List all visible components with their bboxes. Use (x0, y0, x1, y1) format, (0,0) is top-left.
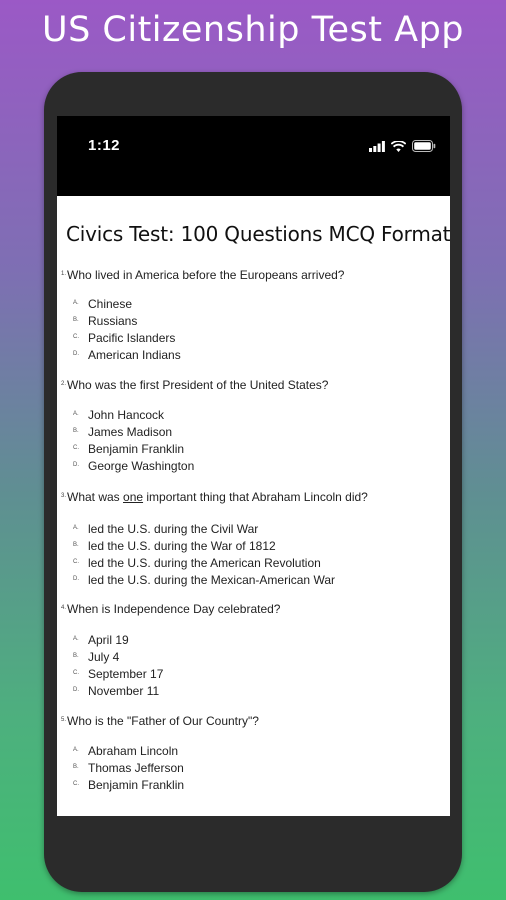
option-letter: C. (73, 781, 79, 787)
signal-icon (369, 141, 385, 152)
option-text: Benjamin Franklin (88, 778, 185, 792)
option-text: American Indians (88, 348, 181, 362)
option-text: November 11 (88, 684, 160, 698)
wifi-icon (391, 141, 406, 152)
status-bar (57, 116, 450, 196)
question-number: 3. (61, 493, 67, 499)
option-text: Abraham Lincoln (88, 744, 179, 758)
option-text: July 4 (88, 650, 120, 664)
question-text: Who was the first President of the United States? (67, 378, 329, 392)
question-number: 5. (61, 717, 67, 723)
option-letter: A. (73, 411, 79, 417)
app-banner-title: US Citizenship Test App (41, 10, 465, 50)
option-letter: D. (73, 576, 79, 582)
question-text: Who is the "Father of Our Country"? (67, 714, 259, 728)
phone-screen (57, 116, 450, 816)
option-letter: C. (73, 670, 79, 676)
status-time: 1:12 (88, 137, 121, 154)
option-text: April 19 (88, 633, 129, 647)
option-letter: A. (73, 747, 79, 753)
option-text: led the U.S. during the Civil War (88, 522, 259, 536)
question-emphasis: one (123, 490, 144, 504)
option-text: led the U.S. during the War of 1812 (88, 539, 276, 553)
question-number: 4. (61, 605, 67, 611)
question-number: 2. (61, 381, 67, 387)
option-text: George Washington (88, 459, 195, 473)
option-letter: B. (73, 317, 79, 323)
option-letter: B. (73, 542, 79, 548)
option-text: Pacific Islanders (88, 331, 176, 345)
option-text: James Madison (88, 425, 173, 439)
option-text: John Hancock (88, 408, 165, 422)
option-letter: B. (73, 428, 79, 434)
option-letter: C. (73, 334, 79, 340)
battery-icon (412, 140, 436, 152)
option-letter: B. (73, 653, 79, 659)
question-text (67, 490, 368, 504)
option-text: Benjamin Franklin (88, 442, 185, 456)
option-letter: D. (73, 687, 79, 693)
option-letter: A. (73, 300, 79, 306)
question-number: 1. (61, 271, 67, 277)
option-text: Thomas Jefferson (88, 761, 184, 775)
option-letter: A. (73, 636, 79, 642)
question-text-part: What was (67, 490, 124, 504)
option-letter: A. (73, 525, 79, 531)
option-letter: D. (73, 351, 79, 357)
option-letter: D. (73, 462, 79, 468)
option-text: September 17 (88, 667, 164, 681)
option-text: led the U.S. during the Mexican-American War (88, 573, 335, 587)
option-letter: C. (73, 445, 79, 451)
status-icons (369, 140, 436, 152)
option-letter: C. (73, 559, 79, 565)
document-title: Civics Test: 100 Questions MCQ Format (66, 222, 450, 246)
option-letter: B. (73, 764, 79, 770)
option-text: Russians (88, 314, 138, 328)
option-text: Chinese (88, 297, 133, 311)
question-text: Who lived in America before the Europeans arrived? (67, 268, 345, 282)
question-text: When is Independence Day celebrated? (67, 602, 281, 616)
option-text: led the U.S. during the American Revolution (88, 556, 321, 570)
question-text-part: important thing that Abraham Lincoln did? (143, 490, 368, 504)
